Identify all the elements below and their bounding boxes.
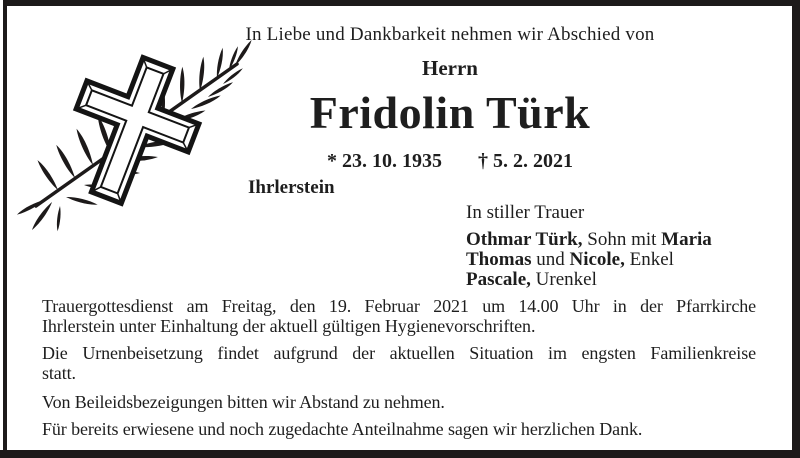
intro-line: In Liebe und Dankbarkeit nehmen wir Abschied von	[245, 24, 655, 45]
place-name: Ihrlerstein	[248, 177, 335, 198]
notice-header	[120, 24, 780, 173]
death-date: † 5. 2. 2021	[478, 149, 573, 172]
birth-date: * 23. 10. 1935	[327, 149, 442, 172]
mourning-header: In stiller Trauer	[466, 202, 585, 223]
thanks-line: Für bereits erwiesene und noch zugedachte Anteilnahme sagen wir herzlichen Dank.	[42, 419, 643, 439]
salutation: Herrn	[422, 55, 478, 80]
notice-body	[42, 296, 756, 446]
condolence-line: Von Beileidsbezeigungen bitten wir Abstand zu nehmen.	[42, 392, 445, 412]
mourners-block	[466, 203, 746, 290]
service-paragraph: Trauergottesdienst am Freitag, den 19. Februar 2021 um 14.00 Uhr in der Pfarrkirche Ihrlerstein unter Einhaltung der aktuell gültigen Hygienevorschriften.	[42, 296, 756, 336]
frame-border-bottom	[0, 450, 800, 458]
frame-border-top	[4, 0, 792, 6]
burial-paragraph: Die Urnenbeisetzung findet aufgrund der aktuellen Situation im engsten Familienkreise statt.	[42, 343, 756, 383]
frame-border-right	[792, 0, 800, 458]
mourner-line: Othmar Türk, Sohn mit Maria	[466, 229, 712, 250]
life-dates	[120, 150, 780, 173]
mourner-line: Thomas und Nicole, Enkel	[466, 249, 674, 270]
mourner-line: Pascale, Urenkel	[466, 269, 597, 290]
frame-border-left	[3, 0, 7, 450]
deceased-name: Fridolin Türk	[309, 86, 591, 138]
